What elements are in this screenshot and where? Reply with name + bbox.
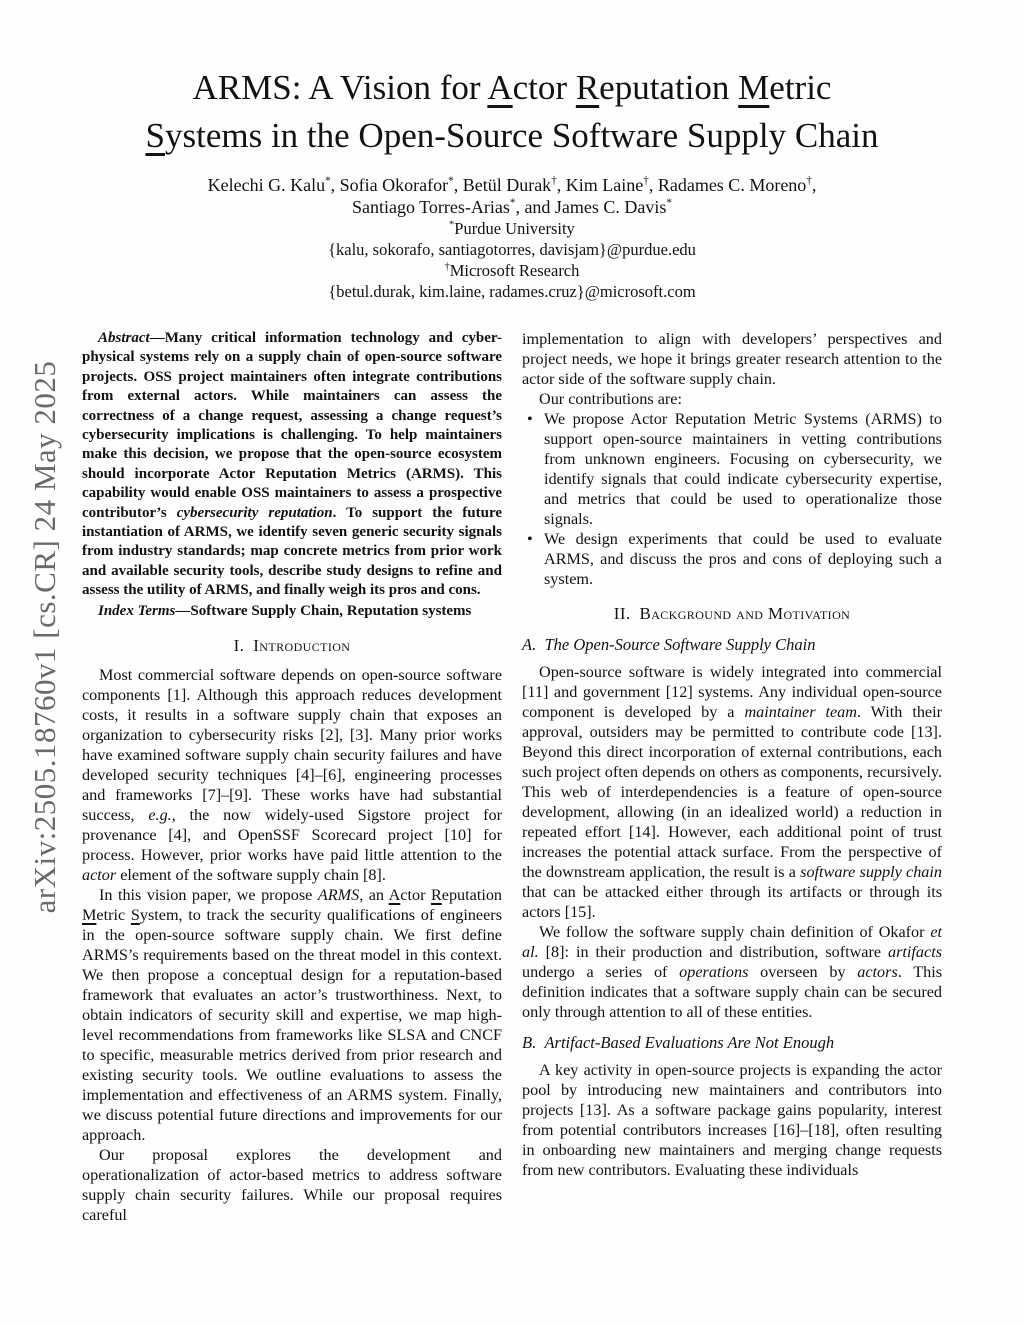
paragraph-intro-2: In this vision paper, we propose ARMS, an Actor Reputation Metric System, to track the security qualifications of engineers in the open-source software supply chain. We first define ARMS’s requirements based on the threat model in this context. We then propose a conceptual design for a reputation-based framework that evaluates an actor’s trustworthiness. Next, to obtain indicators of security skill and expertise, we map high-level recommendations from frameworks like SLSA and CNCF to specific, measurable metrics derived from prior research and existing security tools. We outline evaluations to assess the implementation and effectiveness of an ARMS system. Finally, we discuss potential future directions and improvements for our approach. [82, 886, 503, 1145]
paragraph-background-1: Open-source software is widely integrated into commercial [11] and government [12] systems. Any individual open-source component is developed by a maintainer team. With their approval, outsiders may be permitted to contribute code [13]. Beyond this direct incorporation of external contributions, each such project often depends on others as components, recursively. This web of interdependencies is a feature of open-source development, allowing (in an idealized world) a reduction in repeated effort [14]. However, each additional point of trust increases the potential attack surface. From the perspective of the downstream application, the result is a software supply chain that can be attacked either through its artifacts or through its actors [15]. [522, 663, 943, 921]
contribution-item-1: • We propose Actor Reputation Metric Systems (ARMS) to support open-source maintainers in vetting contributions from unknown engineers. Focusing on cybersecurity, we identify signals that could indicate cybersecurity expertise, and metrics that could be used to operationalize those signals. [522, 409, 942, 529]
paragraph-background-3: A key activity in open-source projects is expanding the actor pool by introducing new maintainers and contributors into projects [13]. As a software package gains popularity, interest from potential contributors increases [16]–[18], often resulting in onboarding new maintainers and merging change requests from new contributors. Evaluating these individuals [522, 1061, 942, 1179]
section-heading-background: II. Background and Motivation [613, 604, 851, 623]
affiliation-microsoft: †Microsoft Research [444, 261, 580, 280]
paragraph-background-2: We follow the software supply chain definition of Okafor et al. [8]: in their production and distribution, software artifacts undergo a series of operations overseen by actors. This definition indicates that a software supply chain can be secured only through attention to all of these entities. [522, 923, 942, 1021]
subsection-heading-a: A. The Open-Source Software Supply Chain [522, 635, 816, 654]
two-column-body [0, 329, 1024, 1225]
abstract: Abstract—Many critical information technology and cyber-physical systems rely on a supply chain of open-source software projects. OSS project maintainers often integrate contributions from external actors. While maintainers can assess the correctness of a change request, assessing a change request’s cybersecurity implications is challenging. To help maintainers make this decision, we propose that the open-source ecosystem should incorporate Actor Reputation Metrics (ARMS). This capability would enable OSS maintainers to assess a prospective contributor’s cybersecurity reputation. To support the future instantiation of ARMS, we identify seven generic security signals from industry standards; map concrete metrics from prior work and available security tools, describe study designs to refine and assess the utility of ARMS, and finally weigh its pros and cons. [82, 330, 502, 599]
paper-header [0, 0, 1024, 302]
author-block [0, 174, 1024, 302]
index-terms: Index Terms—Software Supply Chain, Reputation systems [98, 602, 472, 619]
email-purdue: {kalu, sokorafo, santiagotorres, davisjam}@purdue.edu [328, 240, 696, 259]
paragraph-intro-1: Most commercial software depends on open-source software components [1]. Although this approach reduces development costs, it results in a software supply chain that exposes an organization to cybersecurity risks [2], [3]. Many prior works have examined software supply chain security failures and have developed security techniques [4]–[6], engineering processes and frameworks [7]–[9]. These works have had substantial success, e.g., the now widely-used Sigstore project for provenance [4], and OpenSSF Scorecard project [10] for process. However, prior works have paid little attention to the actor element of the software supply chain [8]. [82, 666, 502, 885]
right-column [522, 329, 942, 1225]
left-column [82, 329, 502, 1225]
author-names-line-2: Santiago Torres-Arias*, and James C. Davis* [351, 197, 672, 217]
title-line-1: ARMS: A Vision for Actor Reputation Metric [192, 68, 832, 107]
contributions-list [522, 409, 942, 589]
section-heading-introduction: I. Introduction [233, 636, 351, 656]
paragraph-contributions-lead: Our contributions are: [539, 390, 682, 408]
contribution-item-2: • We design experiments that could be used to evaluate ARMS, and discuss the pros and cons of deploying such a system. [522, 529, 942, 589]
subsection-heading-b: B. Artifact-Based Evaluations Are Not Enough [522, 1033, 835, 1052]
affiliation-purdue: *Purdue University [449, 219, 575, 238]
paragraph-intro-3: Our proposal explores the development and operationalization of actor-based metrics to address software supply chain security failures. While our proposal requires careful [82, 1146, 502, 1225]
arxiv-sidebar-label: arXiv:2505.18760v1 [cs.CR] 24 May 2025 [27, 360, 62, 914]
author-names-line-1: Kelechi G. Kalu*, Sofia Okorafor*, Betül Durak†, Kim Laine†, Radames C. Moreno†, [207, 175, 817, 195]
paper-title [0, 64, 1024, 160]
email-microsoft: {betul.durak, kim.laine, radames.cruz}@microsoft.com [328, 282, 696, 301]
title-line-2: Systems in the Open-Source Software Supply Chain [145, 116, 879, 155]
paragraph-intro-3-continued: implementation to align with developers’ perspectives and project needs, we hope it brings greater research attention to the actor side of the software supply chain. [522, 330, 942, 388]
